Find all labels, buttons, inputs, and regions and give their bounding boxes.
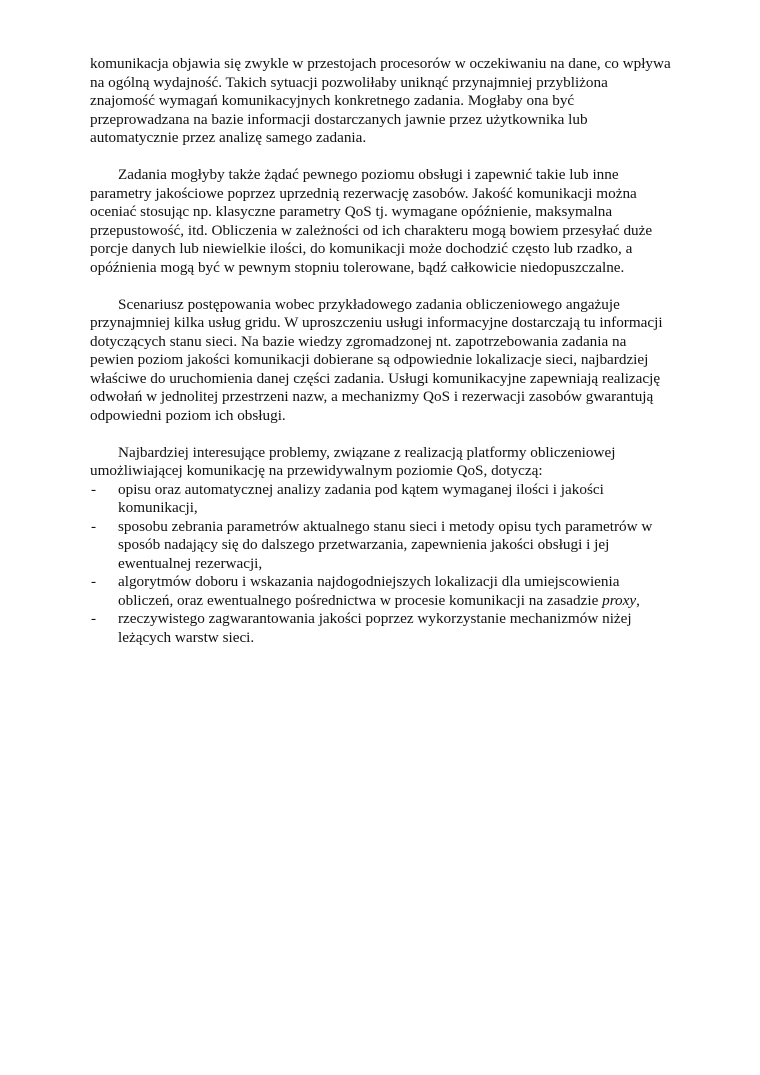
paragraph-grid-scenario: Scenariusz postępowania wobec przykładowego zadania obliczeniowego angażuje przynajmniej kilka usług gridu. W uproszczeniu usługi informacyjne dostarczają tu informacji dotyczących stanu sieci. Na bazie wiedzy zgromadzonej nt. zapotrzebowania zadania na pewien poziom jakości komunikacji dobierane są odpowiednie lokalizacje sieci, najbardziej właściwe do uruchomienia danej części zadania. Usługi komunikacyjne zapewniają realizację odwołań w jednolitej przestrzeni nazw, a mechanizmy QoS i rezerwacji zasobów gwarantują odpowiedni poziom ich obsługi. bbox=[90, 295, 663, 424]
list-item bbox=[90, 481, 672, 518]
document-body bbox=[90, 55, 672, 647]
list-bullet: - bbox=[91, 610, 97, 627]
paragraph-communication-delays: komunikacja objawia się zwykle w przestojach procesorów w oczekiwaniu na dane, co wpływa na ogólną wydajność. Takich sytuacji pozwoliłaby uniknąć przynajmniej przybliżona znajomość wymagań komunikacyjnych konkretnego zadania. Mogłaby ona być przeprowadzana na bazie informacji dostarczanych jawnie przez użytkownika lub automatycznie przez analizę samego zadania. bbox=[90, 55, 671, 146]
problems-list bbox=[90, 481, 672, 648]
list-item bbox=[90, 573, 672, 610]
list-item-text: algorytmów doboru i wskazania najdogodniejszych lokalizacji dla umiejscowienia obliczeń, oraz ewentualnego pośrednictwa w procesie komunikacji na zasadzie bbox=[118, 573, 620, 609]
list-item-text: rzeczywistego zagwarantowania jakości poprzez wykorzystanie mechanizmów niżej leżących warstw sieci. bbox=[118, 610, 632, 646]
list-item bbox=[90, 610, 672, 647]
list-item-text-suffix: , bbox=[636, 591, 640, 609]
list-bullet: - bbox=[91, 573, 97, 590]
list-bullet: - bbox=[91, 517, 97, 535]
list-item-text: opisu oraz automatycznej analizy zadania pod kątem wymaganej ilości i jakości komunikacji, bbox=[118, 480, 604, 516]
paragraph-problems-intro: Najbardziej interesujące problemy, związane z realizacją platformy obliczeniowej umożliwiającej komunikację na przewidywalnym poziomie QoS, dotyczą: bbox=[90, 443, 616, 479]
list-item-emphasis: proxy bbox=[602, 591, 637, 609]
list-item bbox=[90, 518, 672, 574]
paragraph-qos-reservation: Zadania mogłyby także żądać pewnego poziomu obsługi i zapewnić takie lub inne parametry jakościowe poprzez uprzednią rezerwację zasobów. Jakość komunikacji można oceniać stosując np. klasyczne parametry QoS tj. wymagane opóźnienie, maksymalna przepustowość, itd. Obliczenia w zależności od ich charakteru mogą bowiem przesyłać duże porcje danych lub niewielkie ilości, do komunikacji może dochodzić często lub rzadko, a opóźnienia mogą być w pewnym stopniu tolerowane, bądź całkowicie niedopuszczalne. bbox=[90, 166, 653, 276]
list-bullet: - bbox=[91, 480, 97, 498]
list-item-text: sposobu zebrania parametrów aktualnego stanu sieci i metody opisu tych parametrów w sposób nadający się do dalszego przetwarzania, zapewnienia jakości obsługi i jej ewentualnej rezerwacji, bbox=[118, 517, 653, 572]
